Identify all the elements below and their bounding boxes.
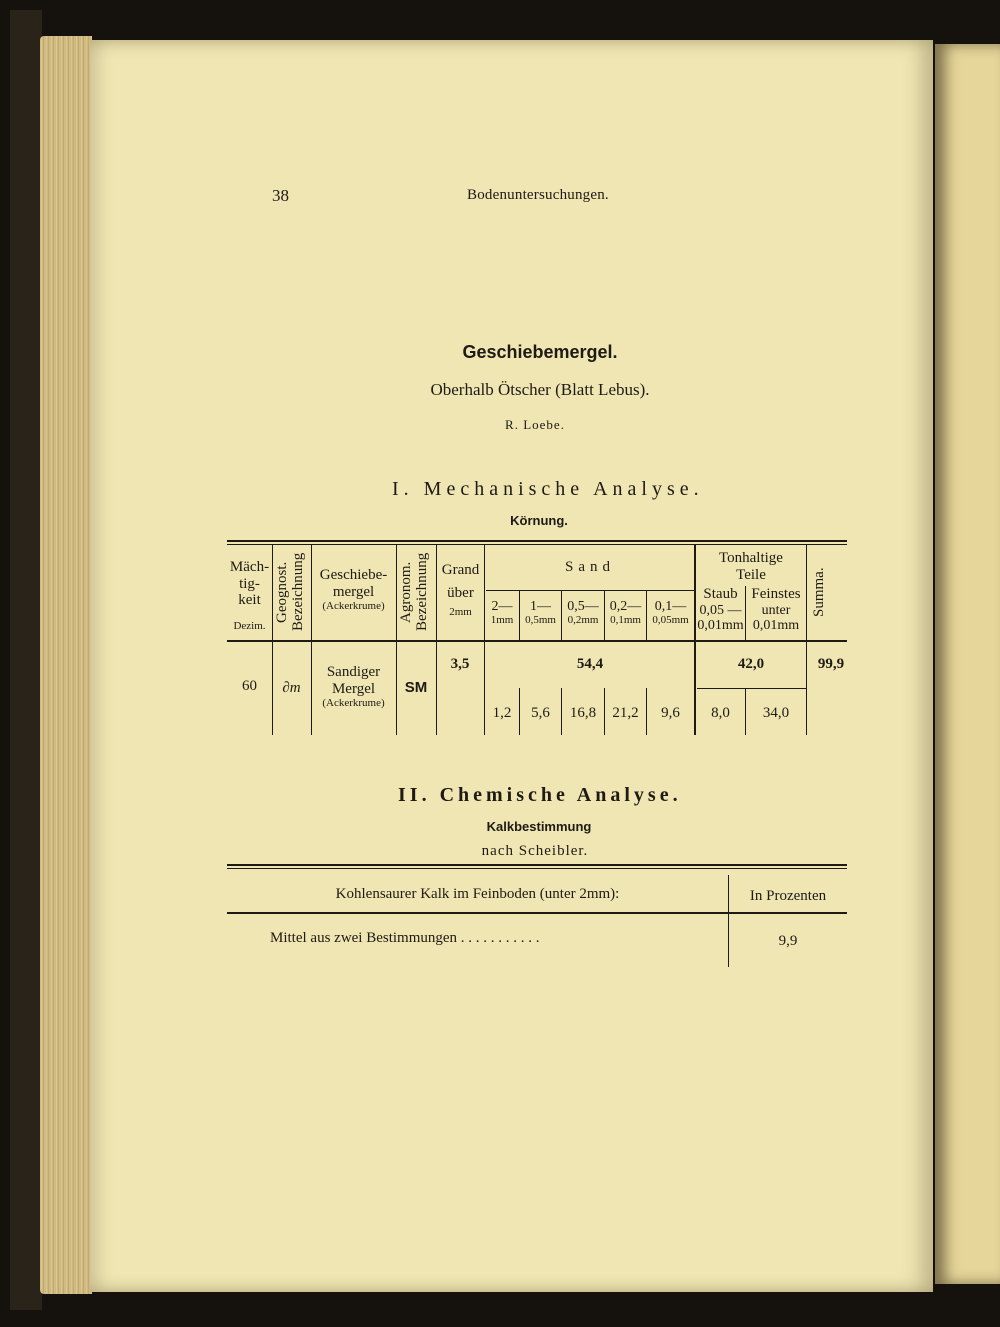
header-text: Bezeichnung — [289, 552, 306, 632]
header-sand: Sand — [565, 559, 615, 575]
page-edges — [40, 36, 92, 1294]
header-text: keit — [238, 592, 261, 608]
header-text: 0,01mm — [697, 617, 744, 633]
header-sand-range — [520, 599, 561, 626]
header-geschiebemergel — [311, 567, 396, 612]
cell-geschiebemergel — [311, 664, 396, 709]
col-divider — [396, 545, 397, 735]
header-text: (Ackerkrume) — [322, 600, 385, 612]
subheading-koernung: Körnung. — [510, 513, 568, 528]
cell-sand-value: 1,2 — [492, 705, 512, 721]
header-text: 0,05 — — [699, 602, 742, 618]
col-divider — [806, 545, 807, 735]
cell-text: Sandiger — [326, 664, 381, 680]
header-text: 0,1— — [654, 599, 687, 614]
header-text: Grand — [441, 562, 480, 578]
table-rule-top-thin — [227, 868, 847, 869]
cell-text: Mergel — [331, 680, 376, 697]
header-text: 0,5mm — [525, 614, 556, 627]
header-dezim: Dezim. — [233, 620, 266, 632]
header-grand — [437, 559, 484, 621]
col-divider — [272, 545, 273, 735]
header-tonhaltige — [696, 550, 806, 583]
header-text: mergel — [332, 583, 375, 600]
header-text: 0,5— — [567, 599, 599, 614]
header-text: Feinstes — [751, 586, 801, 602]
header-text: Tonhaltige — [719, 550, 783, 566]
section-heading-chemical: II. Chemische Analyse. — [398, 784, 682, 806]
header-text: 0,05mm — [652, 614, 689, 627]
author: R. Loebe. — [505, 417, 565, 432]
header-text: 1mm — [490, 614, 514, 627]
header-sand-range — [647, 599, 694, 626]
sand-subrule — [486, 590, 694, 591]
cell-grand: 3,5 — [450, 656, 470, 672]
header-maechtigkeit — [227, 559, 272, 609]
section-heading-mechanical: I. Mechanische Analyse. — [392, 478, 704, 500]
cell-text: (Ackerkrume) — [322, 697, 385, 709]
header-geognost — [275, 546, 309, 638]
ton-subrule — [697, 688, 807, 689]
cell-feinstes: 34,0 — [762, 705, 790, 721]
header-text: Mäch- — [229, 559, 270, 575]
cell-staub: 8,0 — [711, 705, 730, 721]
header-sand-range — [485, 599, 519, 626]
table-rule-top — [227, 864, 847, 866]
header-text: Teile — [736, 566, 766, 583]
header-in-prozenten: In Prozenten — [749, 888, 827, 904]
header-text: 0,2— — [609, 599, 642, 614]
subtitle: Oberhalb Ötscher (Blatt Lebus). — [430, 380, 650, 399]
header-text: tig- — [239, 575, 260, 592]
header-text: Bezeichnung — [413, 552, 430, 632]
header-summa: Summa. — [811, 567, 827, 617]
cell-sand-value: 9,6 — [661, 705, 680, 721]
header-sand-range — [605, 599, 646, 626]
table-rule-header — [227, 912, 847, 914]
header-kohlensaurer-kalk: Kohlensaurer Kalk im Feinboden (unter 2mm): — [335, 886, 620, 902]
next-page-edge — [935, 44, 1000, 1284]
cell-sand-total: 54,4 — [576, 656, 604, 672]
method-note: nach Scheibler. — [481, 843, 589, 859]
subheading-kalkbestimmung: Kalkbestimmung — [486, 819, 592, 834]
header-text: 0,01mm — [752, 617, 800, 633]
cell-ton-total: 42,0 — [737, 656, 765, 672]
table-rule-top — [227, 540, 847, 542]
header-staub — [696, 586, 745, 633]
header-text: 1— — [530, 599, 551, 614]
header-text: über — [447, 584, 474, 601]
header-sand-range — [562, 599, 604, 626]
book-cover — [10, 10, 42, 1310]
header-text: 2mm — [449, 606, 472, 618]
header-text: 0,1mm — [610, 614, 641, 627]
cell-geognost: ∂m — [282, 680, 301, 696]
header-text: Agronom. — [398, 561, 414, 623]
table-rule-header — [227, 640, 847, 642]
cell-agronom: SM — [404, 679, 428, 696]
page-number: 38 — [272, 186, 289, 205]
cell-sand-value: 16,8 — [569, 705, 597, 721]
header-text: Geschiebe- — [319, 567, 388, 583]
cell-sand-value: 5,6 — [531, 705, 550, 721]
page-title: Geschiebemergel. — [462, 342, 618, 362]
header-feinstes — [746, 586, 806, 633]
header-text: 0,2mm — [567, 614, 599, 627]
header-text: unter — [761, 602, 791, 618]
header-text: Geognost. — [274, 561, 290, 623]
header-text: Staub — [703, 586, 738, 602]
running-head: Bodenuntersuchungen. — [467, 187, 609, 203]
header-agronom — [399, 546, 433, 638]
cell-kalk-value: 9,9 — [778, 933, 798, 949]
header-text: 2— — [491, 599, 513, 614]
cell-maechtigkeit: 60 — [242, 678, 257, 694]
row-label-mittel: Mittel aus zwei Bestimmungen . . . . . . . . . . . — [270, 930, 540, 946]
table-rule-top-thin — [227, 544, 847, 545]
cell-summa: 99,9 — [817, 656, 845, 672]
cell-sand-value: 21,2 — [612, 705, 639, 721]
